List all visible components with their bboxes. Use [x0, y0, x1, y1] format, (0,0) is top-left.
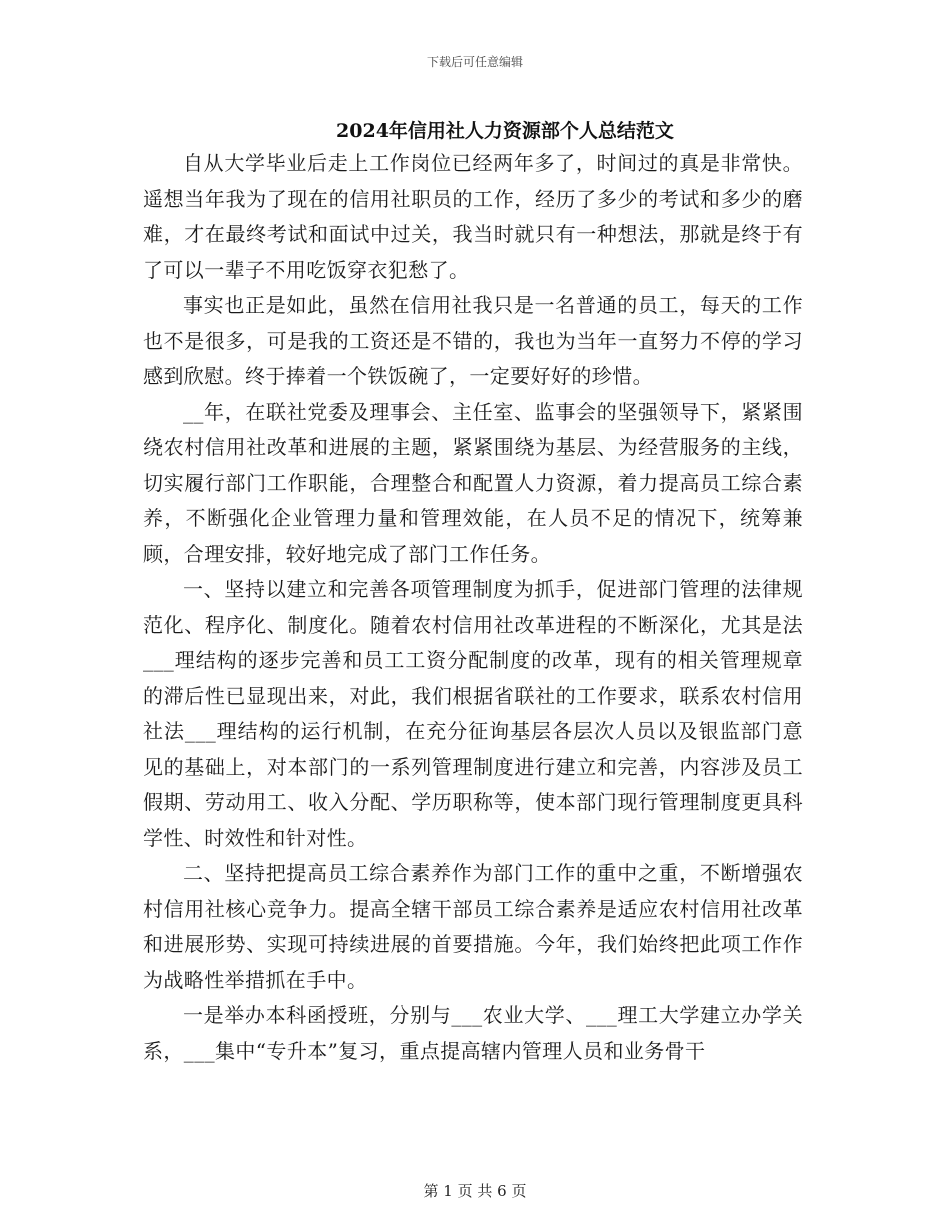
paragraph-year-summary: __年，在联社党委及理事会、主任室、监事会的坚强领导下，紧紧围绕农村信用社改革和进展的主题，紧紧围绕为基层、为经营服务的主线，切实履行部门工作职能，合理整合和配置人力资源，着力提高员工综合素养，不断强化企业管理力量和管理效能，在人员不足的情况下，统筹兼顾，合理安排，较好地完成了部门工作任务。	[143, 399, 803, 566]
document-title: 2024年信用社人力资源部个人总结范文	[336, 120, 674, 142]
paragraph-section-two: 二、坚持把提高员工综合素养作为部门工作的重中之重，不断增强农村信用社核心竞争力。提高全辖干部员工综合素养是适应农村信用社改革和进展形势、实现可持续进展的首要措施。今年，我们始终把此项工作作为战略性举措抓在手中。	[143, 861, 803, 992]
paragraph-point-one: 一是举办本科函授班，分别与___农业大学、___理工大学建立办学关系，___集中“专升本”复习，重点提高辖内管理人员和业务骨干	[143, 1003, 803, 1063]
page-number: 第 1 页 共 6 页	[423, 1182, 527, 1200]
paragraph-reality: 事实也正是如此，虽然在信用社我只是一名普通的员工，每天的工作也不是很多，可是我的工资还是不错的，我也为当年一直努力不停的学习感到欣慰。终于捧着一个铁饭碗了，一定要好好的珍惜。	[143, 293, 803, 388]
paragraph-section-one: 一、坚持以建立和完善各项管理制度为抓手，促进部门管理的法律规范化、程序化、制度化。随着农村信用社改革进程的不断深化，尤其是法___理结构的逐步完善和员工工资分配制度的改革，现有的相关管理规章的滞后性已显现出来，对此，我们根据省联社的工作要求，联系农村信用社法___理结构的运行机制，在充分征询基层各层次人员以及银监部门意见的基础上，对本部门的一系列管理制度进行建立和完善，内容涉及员工假期、劳动用工、收入分配、学历职称等，使本部门现行管理制度更具科学性、时效性和针对性。	[143, 577, 803, 850]
page-header-note: 下载后可任意编辑	[426, 55, 523, 69]
document-title-container	[0, 116, 950, 143]
paragraph-intro: 自从大学毕业后走上工作岗位已经两年多了，时间过的真是非常快。遥想当年我为了现在的信用社职员的工作，经历了多少的考试和多少的磨难，才在最终考试和面试中过关，我当时就只有一种想法，那就是终于有了可以一辈子不用吃饭穿衣犯愁了。	[143, 151, 803, 282]
document-body	[143, 146, 803, 1069]
